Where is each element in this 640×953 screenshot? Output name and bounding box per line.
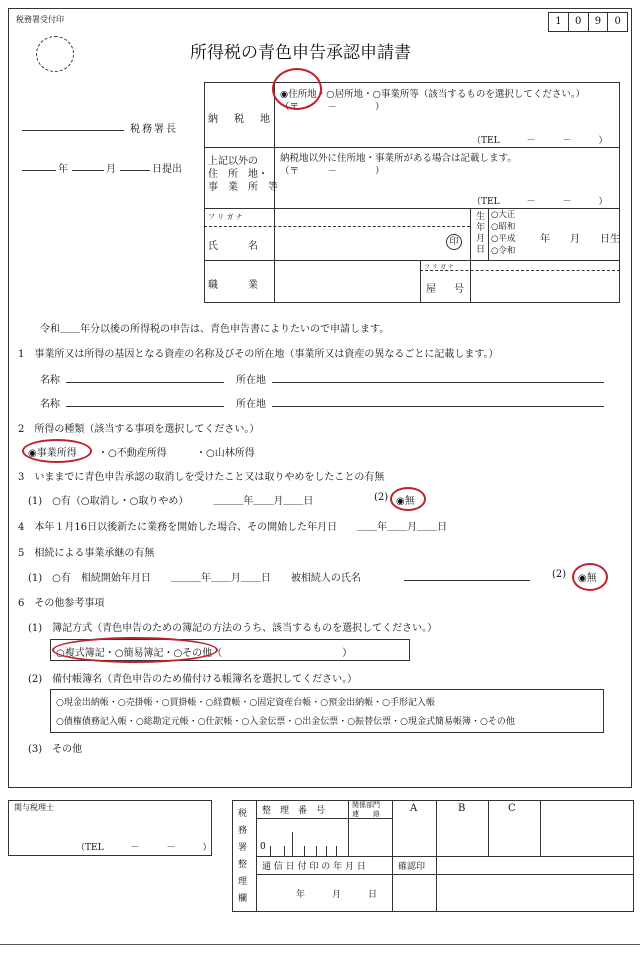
name-label: 氏 名 <box>208 241 258 252</box>
section-2: 2 所得の種類（該当する事項を選択してください。） <box>18 424 260 435</box>
intro-text: 令和＿＿年分以後の所得税の申告は、青色申告書によりたいので申請します。 <box>40 324 390 335</box>
furigana-label: フ リ ガ ナ <box>208 213 243 221</box>
highlight-bookkeeping <box>52 637 218 663</box>
name-field-label-1: 名称 <box>40 375 60 386</box>
month-label: 月 <box>106 164 116 175</box>
s5-option-none[interactable]: ◉無 <box>578 573 597 584</box>
other-address-label: 上記以外の 住 所 地・ 事 業 所 等 <box>208 156 278 193</box>
trade-name-label: 屋 号 <box>426 284 468 295</box>
ref-number-label: 整 理 番 号 <box>262 806 326 816</box>
ledger-options-row1[interactable]: ○現金出納帳・○売掛帳・○買掛帳・○経費帳・○固定資産台帳・○預金出納帳・○手形記入帳 <box>56 698 435 708</box>
s3-option-none[interactable]: ◉無 <box>396 496 415 507</box>
col-c: C <box>508 803 516 814</box>
section-4: 4 本年１月16日以後新たに業務を開始した場合、その開始した年月日 ＿＿年＿＿月＿＿日 <box>18 522 448 533</box>
s3-option-2-label: (2) <box>374 492 389 503</box>
section-6-1: (1) 簿記方式（青色申告のための簿記の方法のうち、該当するものを選択してください。） <box>28 623 438 634</box>
era-options[interactable]: ○大正 ○昭和 ○平成 ○令和 <box>491 210 516 256</box>
section-6-2: (2) 備付帳簿名（青色申告のため備付ける帳簿名を選択してください。） <box>28 674 358 685</box>
page-title: 所得税の青色申告承認申請書 <box>190 43 411 63</box>
office-label: 税 務 署 整 理 欄 <box>238 809 248 904</box>
s5-option-yes[interactable]: (1) ○有 相続開始年月日 ＿＿＿年＿＿月＿＿日 被相続人の氏名 <box>28 573 361 584</box>
section-6: 6 その他参考事項 <box>18 598 105 609</box>
other-postal[interactable]: （〒 － ） <box>280 166 385 177</box>
tax-office-suffix: 税務署長 <box>130 124 178 135</box>
furigana2-label: フ リ ガ ナ <box>424 264 454 271</box>
birth-ymd: 年 月 日生 <box>540 234 620 245</box>
address-label: 納 税 地 <box>208 114 273 125</box>
confirm-label: 確認印 <box>398 862 426 872</box>
year-line <box>22 170 56 171</box>
ref-zero: 0 <box>260 842 266 852</box>
sent-date-label: 通 信 日 付 印 の 年 月 日 <box>262 862 366 872</box>
other-address-note: 納税地以外に住所地・事業所がある場合は記載します。 <box>280 153 517 164</box>
address-tel[interactable]: （TEL － － ） <box>472 136 608 146</box>
name-field-2[interactable] <box>66 406 224 407</box>
heir-name-field[interactable] <box>404 580 530 581</box>
highlight-residence <box>272 68 322 110</box>
month-line <box>72 170 104 171</box>
section-3: 3 いままでに青色申告承認の取消しを受けたこと又は取りやめをしたことの有無 <box>18 472 385 483</box>
year-label: 年 <box>58 164 68 175</box>
highlight-business-income <box>22 439 92 463</box>
accountant-label: 関与税理士 <box>14 803 54 812</box>
income-option-realestate[interactable]: ・○不動産所得 <box>98 448 167 459</box>
dept-label: 関係部門 連 絡 <box>352 801 380 818</box>
section-5: 5 相続による事業承継の有無 <box>18 548 155 559</box>
col-b: B <box>458 803 466 814</box>
stamp-circle <box>36 36 74 72</box>
highlight-none-5 <box>572 563 608 591</box>
day-line <box>120 170 150 171</box>
income-option-business[interactable]: ◉事業所得 <box>28 448 77 459</box>
sent-ymd: 年 月 日 <box>296 890 378 900</box>
location-label-1: 所在地 <box>236 375 266 386</box>
occupation-label: 職 業 <box>208 280 258 291</box>
tax-office-line <box>22 130 124 131</box>
location-field-2[interactable] <box>272 406 604 407</box>
name-field-label-2: 名称 <box>40 399 60 410</box>
s5-option-2-label: (2) <box>552 569 567 580</box>
form-number: 1 0 9 0 <box>548 12 628 32</box>
seal-icon: 印 <box>446 234 462 250</box>
address-options[interactable]: ◉住所地・○居所地・○事業所等（該当するものを選択してください。） <box>280 89 586 100</box>
birth-label: 生 年 月 日 <box>476 212 486 255</box>
col-a: A <box>410 803 418 814</box>
location-label-2: 所在地 <box>236 399 266 410</box>
s3-option-yes[interactable]: (1) ○有（○取消し・○取りやめ） ＿＿＿年＿＿月＿＿日 <box>28 496 314 507</box>
bookkeeping-options[interactable]: ○複式簿記・○簡易簿記・○その他（ ） <box>56 648 353 659</box>
stamp-label: 税務署受付印 <box>16 15 64 24</box>
income-option-forest[interactable]: ・○山林所得 <box>196 448 255 459</box>
section-6-3: (3) その他 <box>28 744 83 755</box>
day-label: 日提出 <box>152 164 182 175</box>
accountant-tel[interactable]: （TEL － － ） <box>76 843 212 853</box>
page-bottom-edge <box>0 944 640 945</box>
ledger-options-row2[interactable]: ○債権債務記入帳・○総勘定元帳・○仕訳帳・○入金伝票・○出金伝票・○振替伝票・○現金式簡易帳簿・○その他 <box>56 717 515 727</box>
name-field-1[interactable] <box>66 382 224 383</box>
address-postal[interactable]: （〒 － ） <box>280 102 385 113</box>
highlight-none-3 <box>390 487 426 511</box>
location-field-1[interactable] <box>272 382 604 383</box>
section-1: 1 事業所又は所得の基因となる資産の名称及びその所在地（事業所又は資産の異なるごとに記載します。） <box>18 349 499 360</box>
other-tel[interactable]: （TEL － － ） <box>472 197 608 207</box>
